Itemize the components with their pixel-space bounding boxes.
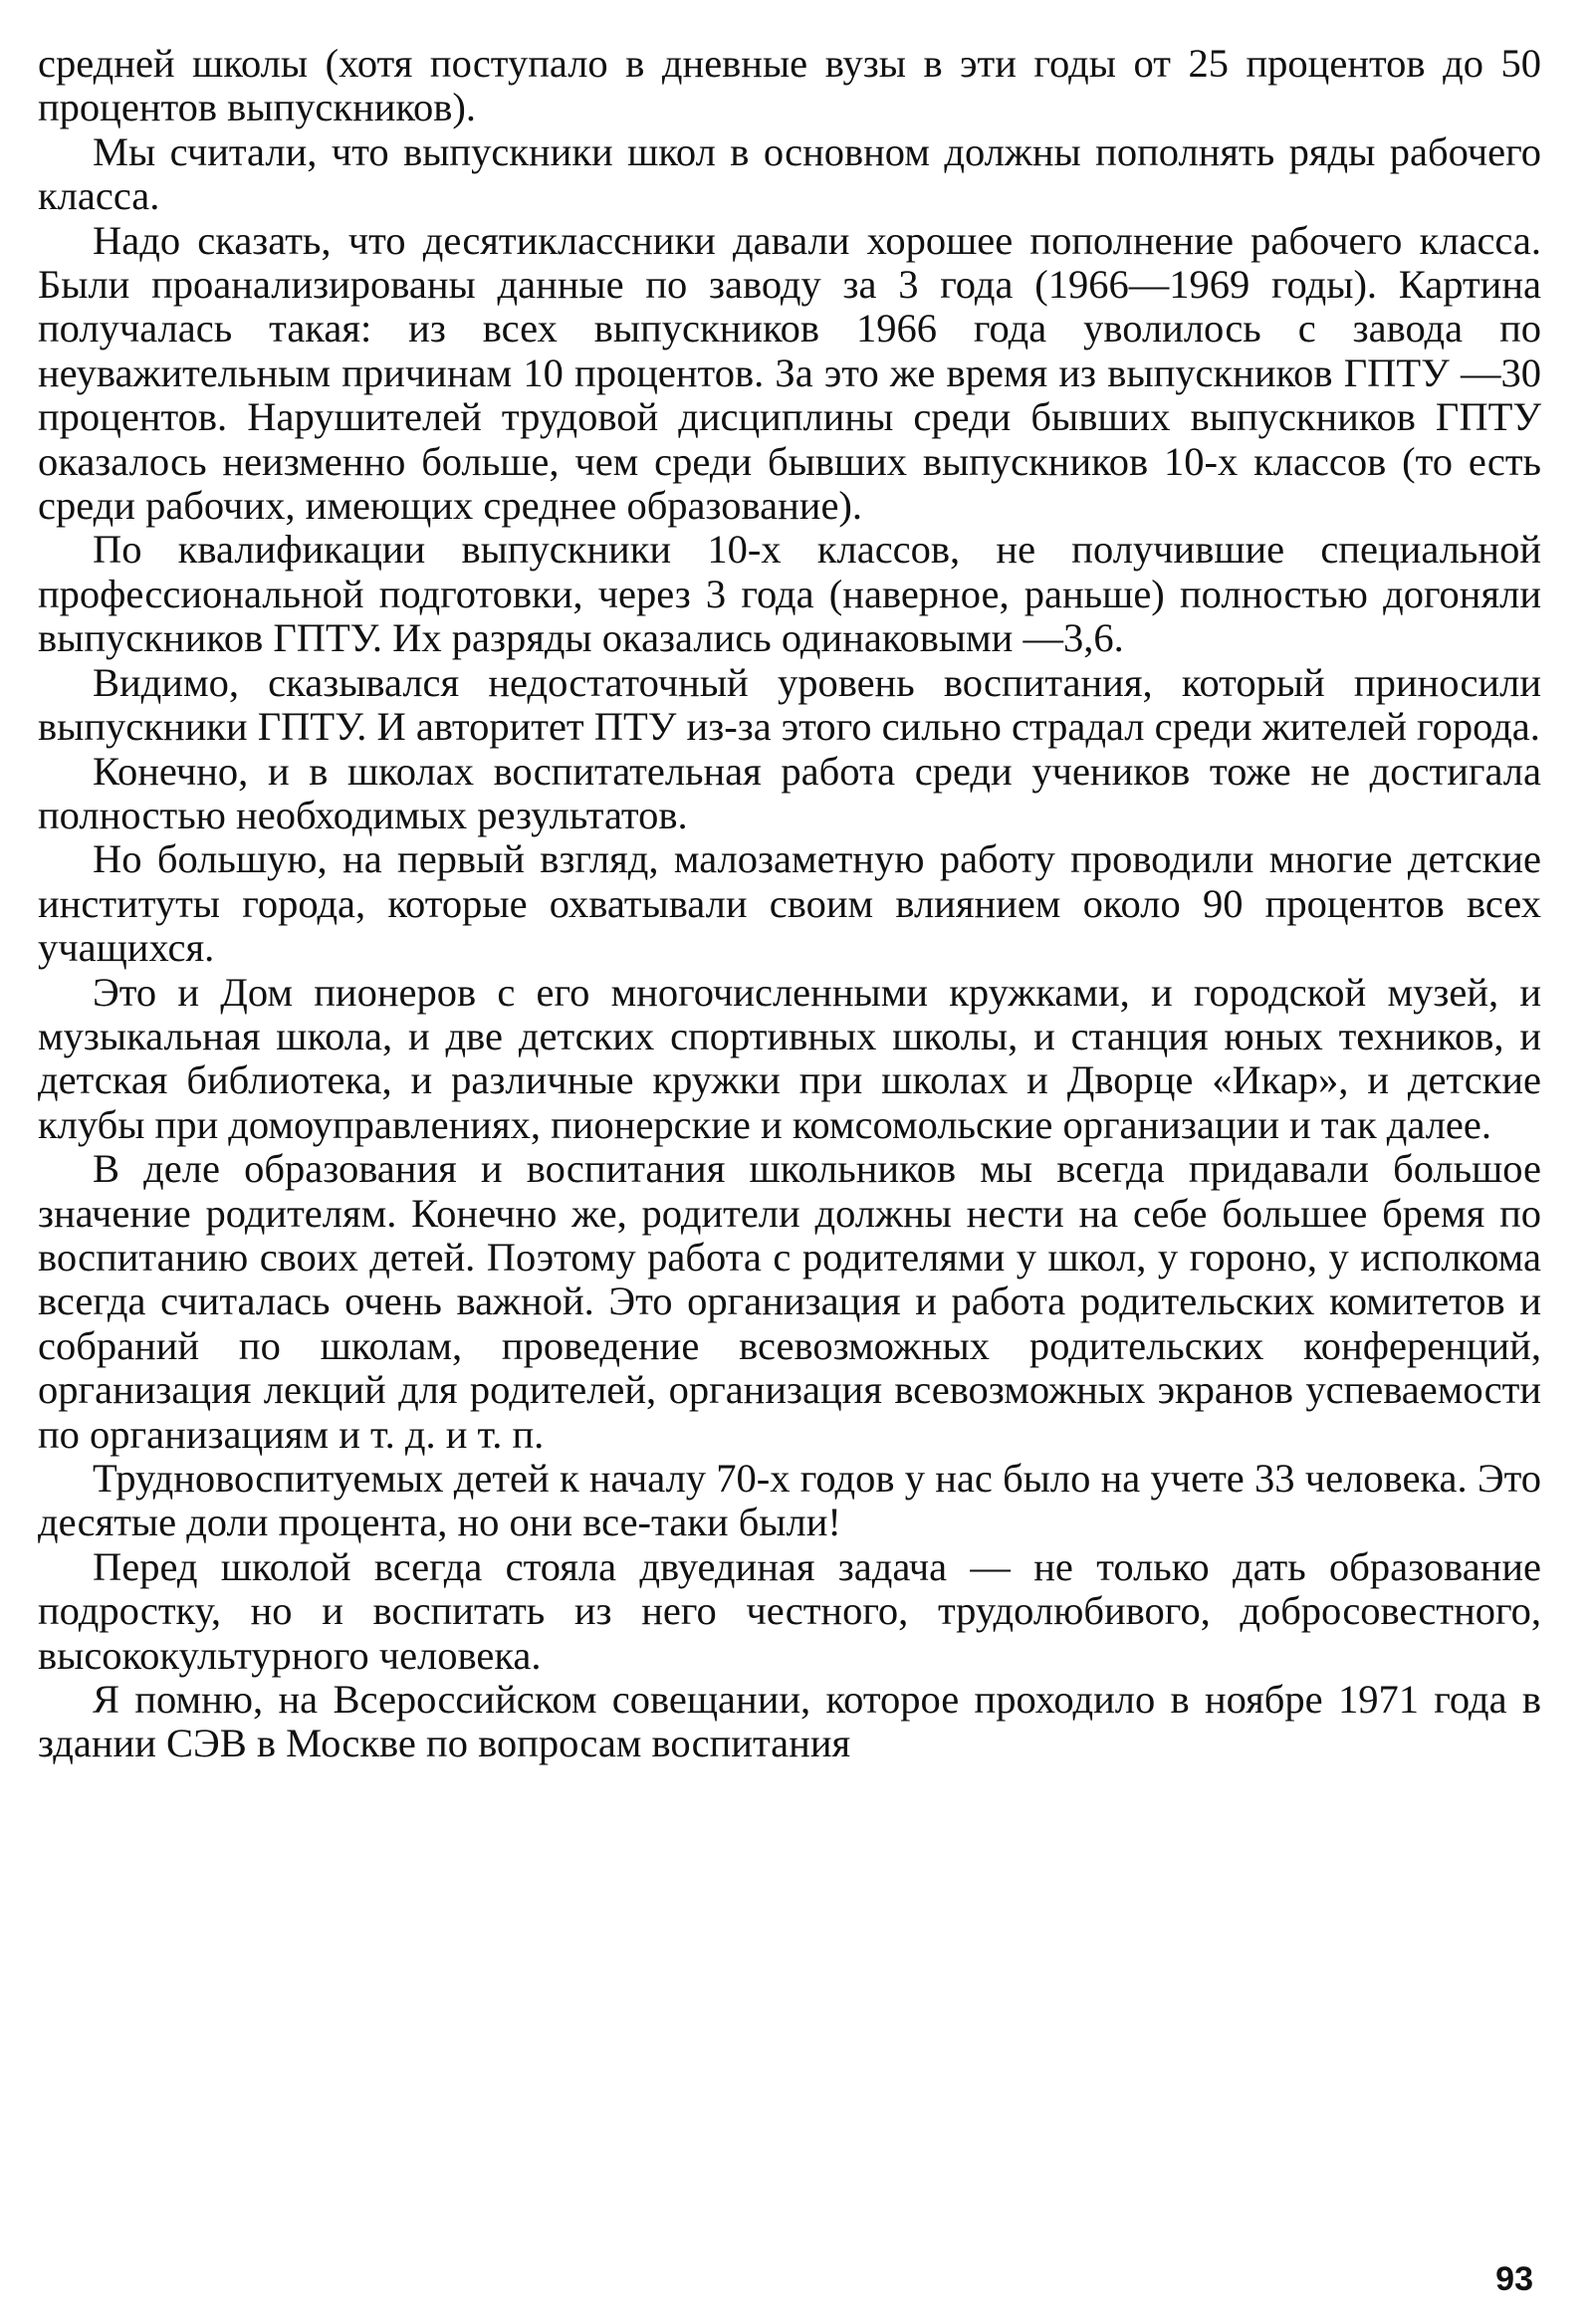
- page-number: 93: [1495, 2260, 1533, 2298]
- paragraph-2: Мы считали, что выпускники школ в основном должны пополнять ряды рабочего класса.: [38, 128, 1541, 219]
- paragraph-3: Надо сказать, что десятиклассники давали хорошее пополнение рабочего класса. Были проанализированы данные по заводу за 3 года (1966—1969 годы). Картина получалась такая: из всех выпускников 1966 года уволилось с завода по неуважительным причинам 10 процентов. За это же время из выпускников ГПТУ —30 процентов. Нарушителей трудовой дисциплины среди бывших выпускников ГПТУ оказалось неизменно больше, чем среди бывших выпускников 10-х классов (то есть среди рабочих, имеющих среднее образование).: [38, 217, 1541, 529]
- paragraph-11: Перед школой всегда стояла двуединая задача — не только дать образование подростку, но и воспитать из него честного, трудолюбивого, добросовестного, высококультурного человека.: [38, 1543, 1541, 1678]
- paragraph-1: средней школы (хотя поступало в дневные вузы в эти годы от 25 процентов до 50 процентов выпускников).: [38, 41, 1541, 130]
- paragraph-9: В деле образования и воспитания школьников мы всегда придавали большое значение родителям. Конечно же, родители должны нести на себе большее бремя по воспитанию своих детей. Поэтому работа с родителями у школ, у гороно, у исполкома всегда считалась очень важной. Это организация и работа родительских комитетов и собраний по школам, проведение всевозможных родительских конференций, организация лекций для родителей, организация всевозможных экранов успеваемости по организациям и т. д. и т. п.: [38, 1146, 1541, 1457]
- paragraph-7: Но большую, на первый взгляд, малозаметную работу проводили многие детские институты города, которые охватывали своим влиянием около 90 процентов всех учащихся.: [38, 836, 1541, 971]
- paragraph-8: Это и Дом пионеров с его многочисленными кружками, и городской музей, и музыкальная школа, и две детских спортивных школы, и станция юных техников, и детская библиотека, и различные кружки при школах и Дворце «Икар», и детские клубы при домоуправлениях, пионерские и комсомольские организации и так далее.: [38, 969, 1541, 1147]
- page-body: [38, 42, 1541, 2282]
- paragraph-10: Трудновоспитуемых детей к началу 70-х годов у нас было на учете 33 человека. Это десятые доли процента, но они все-таки были!: [38, 1456, 1541, 1545]
- paragraph-12: Я помню, на Всероссийском совещании, которое проходило в ноябре 1971 года в здании СЭВ в Москве по вопросам воспитания: [38, 1677, 1541, 1766]
- paragraph-5: Видимо, сказывался недостаточный уровень воспитания, который приносили выпускники ГПТУ. И авторитет ПТУ из-за этого сильно страдал среди жителей города.: [38, 659, 1541, 750]
- paragraph-6: Конечно, и в школах воспитательная работа среди учеников тоже не достигала полностью необходимых результатов.: [38, 748, 1541, 837]
- paragraph-4: По квалификации выпускники 10-х классов, не получившие специальной профессиональной подготовки, через 3 года (наверное, раньше) полностью догоняли выпускников ГПТУ. Их разряды оказались одинаковыми —3,6.: [38, 527, 1541, 661]
